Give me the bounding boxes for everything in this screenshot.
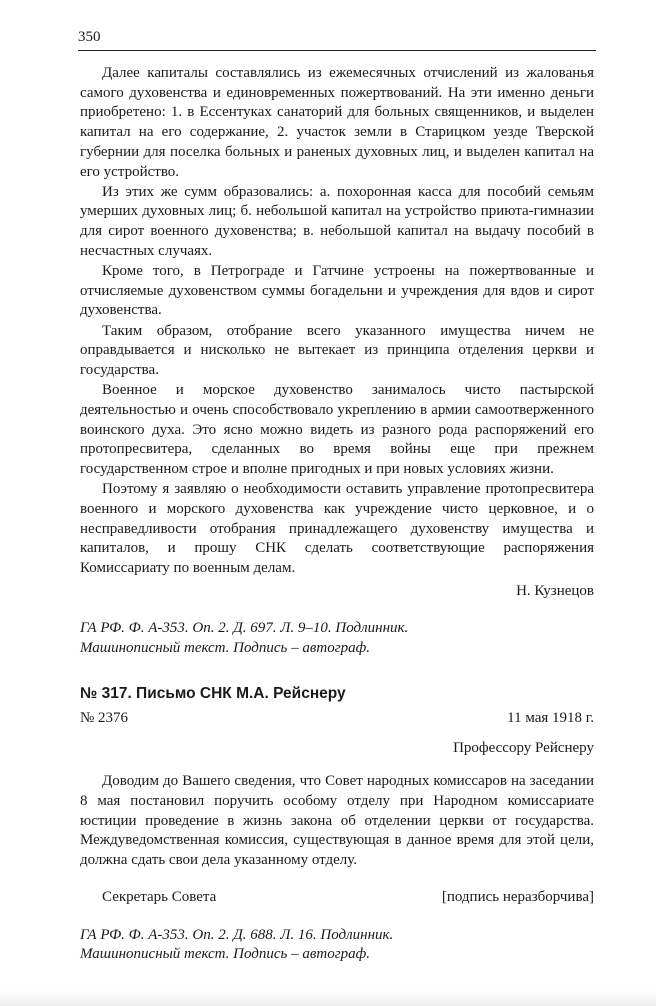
letter1-paragraph-1: Далее капиталы составлялись из ежемесячных отчислений из жалованья самого духовенства и единовременных пожертвований. На эти именно деньги приобретено: 1. в Ессентуках санаторий для больных священников, и выделен капитал на его содержание, 2. участок земли в Старицком уезде Тверской губернии для поселка больных и раненых духовных лиц, и выделен капитал на его устройство. <box>80 65 594 180</box>
letter2-title: № 317. Письмо СНК М.А. Рейснеру <box>80 684 346 702</box>
letter2-meta-row <box>80 709 594 729</box>
letter1-archive-reference <box>80 619 594 658</box>
letter2-archive-line-1: ГА РФ. Ф. А-353. Оп. 2. Д. 688. Л. 16. Подлинник. <box>80 926 394 943</box>
letter2-number: № 2376 <box>80 709 129 726</box>
letter1-paragraph-3: Кроме того, в Петрограде и Гатчине устроены на пожертвованные и отчисляемые духовенством суммы богадельни и учреждения для вдов и сирот духовенства. <box>80 263 594 319</box>
letter2-signer: Секретарь Совета <box>102 888 217 905</box>
letter2-signature-note: [подпись неразборчива] <box>441 888 594 905</box>
page-content <box>80 64 594 965</box>
letter2-body: Доводим до Вашего сведения, что Совет народных комиссаров на заседании 8 мая постановил поручить особому отделу при Народном комиссариате юстиции проведение в жизнь закона об отделении церкви от государства. Междуведомственная комиссия, существующая в данное время для этой цели, должна сдать свои дела указанному отделу. <box>80 773 594 869</box>
header-rule <box>78 50 596 51</box>
letter1-paragraph-6: Поэтому я заявляю о необходимости оставить управление протопресвитера военного и морского духовенства как учреждение чисто церковное, и о несправедливости отобрания принадлежащего духовенству имущества и капиталов, и прошу СНК сделать соответствующие распоряжения Комиссариату по военным делам. <box>80 481 594 577</box>
letter1-archive-line-1: ГА РФ. Ф. А-353. Оп. 2. Д. 697. Л. 9–10. Подлинник. <box>80 620 409 637</box>
letter2-signature-row <box>80 888 594 908</box>
letter2-archive-reference <box>80 926 594 965</box>
letter2-date: 11 мая 1918 г. <box>507 709 594 726</box>
letter1-signature: Н. Кузнецов <box>516 582 594 599</box>
page-number: 350 <box>78 29 101 45</box>
letter1-paragraph-4: Таким образом, отобрание всего указанного имущества ничем не оправдывается и нисколько не вытекает из принципа отделения церкви и государства. <box>80 322 594 379</box>
letter2-addressee: Профессору Рейснеру <box>453 739 594 756</box>
letter2-archive-line-2: Машинописный текст. Подпись – автограф. <box>80 946 370 963</box>
letter1-paragraph-2: Из этих же сумм образовались: а. похоронная касса для пособий семьям умерших духовных лиц; б. небольшой капитал на устройство приюта-гимназии для сирот военного духовенства; в. небольшой капитал на выдачу пособий в несчастных случаях. <box>80 183 594 259</box>
letter1-archive-line-2: Машинописный текст. Подпись – автограф. <box>80 640 370 657</box>
scan-bottom-edge <box>0 990 656 1006</box>
letter1-paragraph-5: Военное и морское духовенство занималось чисто пастырской деятельностью и очень способствовало укреплению в армии самоотверженного воинского духа. Это ясно можно видеть из разного рода распоряжений его протопресвитера, сделанных во время войны еще при прежнем государственном строе и вполне пригодных и при новых условиях жизни. <box>80 382 594 478</box>
